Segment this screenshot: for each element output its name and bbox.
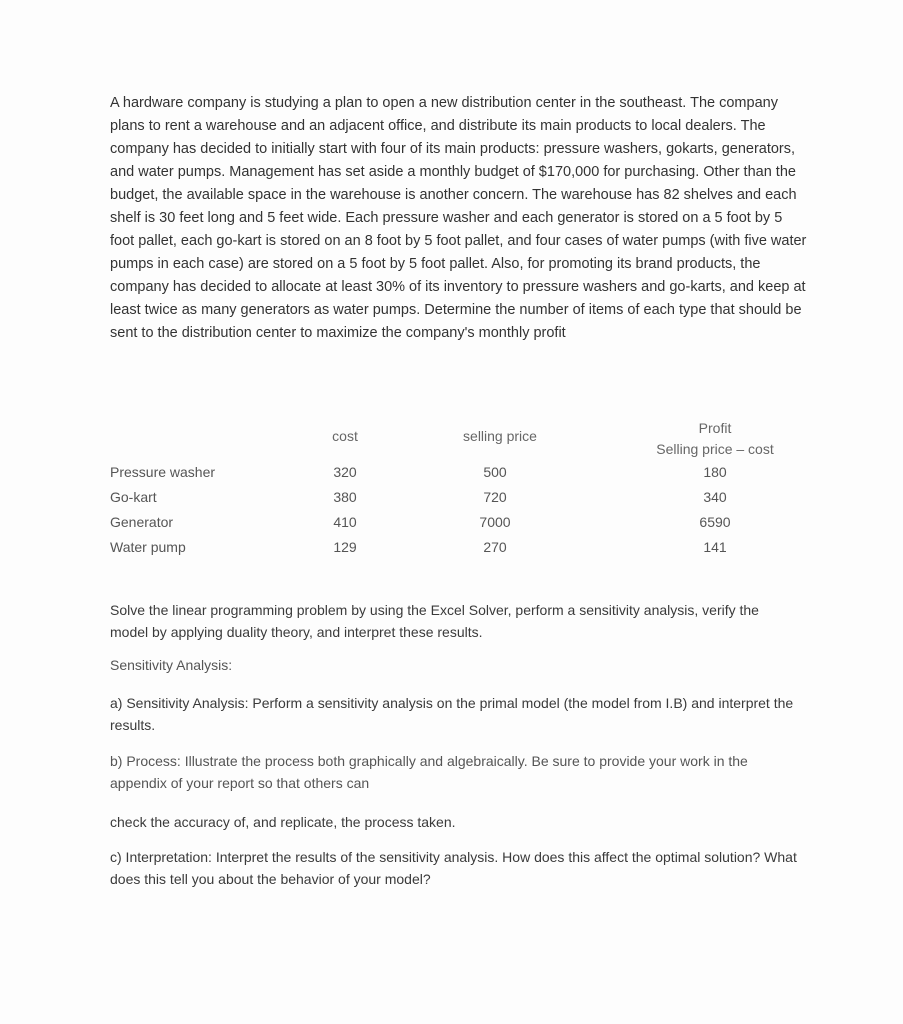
product-selling-price: 720 <box>483 489 507 505</box>
product-name: Pressure washer <box>110 464 216 480</box>
product-cost: 380 <box>333 489 357 505</box>
product-profit: 180 <box>703 464 727 480</box>
product-cost: 129 <box>333 539 357 555</box>
header-selling-price: selling price <box>463 428 537 444</box>
header-profit-formula: Selling price – cost <box>656 441 774 457</box>
header-cost: cost <box>332 428 358 444</box>
table-header <box>110 418 800 464</box>
product-name: Water pump <box>110 539 186 555</box>
question-c: c) Interpretation: Interpret the results of the sensitivity analysis. How does this affect the optimal solution? What does this tell you about the behavior of your model? <box>110 849 797 887</box>
product-cost: 410 <box>333 514 357 530</box>
product-table <box>110 418 800 564</box>
sensitivity-heading: Sensitivity Analysis: <box>110 657 233 673</box>
product-profit: 141 <box>703 539 727 555</box>
product-selling-price: 500 <box>483 464 507 480</box>
header-profit <box>640 418 790 460</box>
table-row <box>110 514 800 539</box>
product-name: Generator <box>110 514 174 530</box>
problem-statement: A hardware company is studying a plan to open a new distribution center in the southeast. The company plans to rent a warehouse and an adjacent office, and distribute its main products to local dealers. The company has decided to initially start with four of its main products: pressure washers, gokarts, generators, and water pumps. Management has set aside a monthly budget of $170,000 for purchasing. Other than the budget, the available space in the warehouse is another concern. The warehouse has 82 shelves and each shelf is 30 feet long and 5 feet wide. Each pressure washer and each generator is stored on a 5 foot by 5 foot pallet, each go-kart is stored on an 8 foot by 5 foot pallet, and four cases of water pumps (with five water pumps in each case) are stored on a 5 foot by 5 foot pallet. Also, for promoting its brand products, the company has decided to allocate at least 30% of its inventory to pressure washers and go-karts, and keep at least twice as many generators as water pumps. Determine the number of items of each type that should be sent to the distribution center to maximize the company's monthly profit <box>110 95 807 341</box>
product-name: Go-kart <box>110 489 157 505</box>
table-row <box>110 489 800 514</box>
product-selling-price: 270 <box>483 539 507 555</box>
product-cost: 320 <box>333 464 357 480</box>
question-b: b) Process: Illustrate the process both graphically and algebraically. Be sure to provide your work in the appendix of your report so that others can <box>110 753 748 791</box>
table-row <box>110 464 800 489</box>
header-profit-title: Profit <box>698 420 732 436</box>
question-a: a) Sensitivity Analysis: Perform a sensitivity analysis on the primal model (the model from I.B) and interpret the results. <box>110 695 794 733</box>
product-profit: 6590 <box>699 514 731 530</box>
question-b-continued: check the accuracy of, and replicate, the process taken. <box>110 814 456 830</box>
solve-instructions: Solve the linear programming problem by using the Excel Solver, perform a sensitivity analysis, verify the model by applying duality theory, and interpret these results. <box>110 602 759 640</box>
table-row <box>110 539 800 564</box>
product-selling-price: 7000 <box>479 514 511 530</box>
product-profit: 340 <box>703 489 727 505</box>
